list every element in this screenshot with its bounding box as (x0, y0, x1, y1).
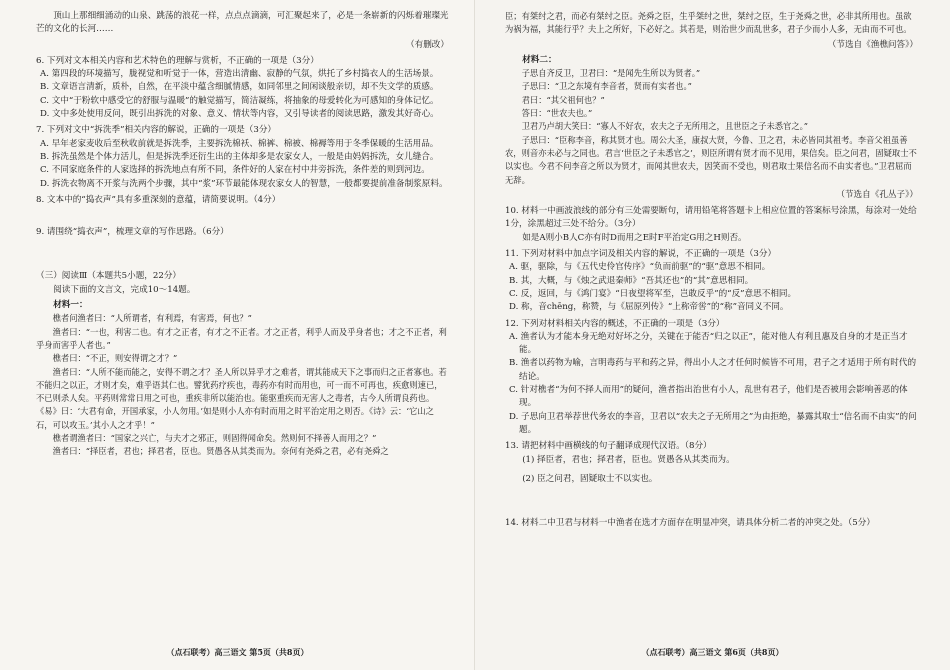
material-2-source: （节选自《孔丛子》） (836, 189, 918, 200)
material-2-para-6: 子思曰：“臣称李音，称其贤才也。周公大圣，康叔大贤，今鲁、卫之君，未必皆同其祖考。李音父祖虽善农，则音亦未必与之同也。君言‘世臣之子未悉官之’，则臣所谓有贤才而不见用，果信矣。臣之问君，固疑取士不以实也。今君不问李音之所以为贤才，而闻其世农夫，因笑而不受也，则君取士果信名而不由实者也。”卫君屈而无辞。 (505, 134, 917, 185)
q11-option-b: B. 其，大概，与《烛之武退秦师》“吾其还也”的“其”意思相同。 (509, 275, 754, 286)
right-page-content (505, 10, 918, 530)
q6-option-c: C. 文中“于粉软中感受它的舒服与温暖”的触觉描写，简洁凝练，将抽象的母爱转化为可感知的身体记忆。 (40, 95, 439, 106)
question-11-stem: 11. 下列对材料中加点字词及相关内容的解说，不正确的一项是（3分） (505, 249, 777, 260)
right-page-footer: （点石联考）高三语文 第6页（共8页） (641, 647, 784, 657)
q6-option-d: D. 文中多处使用反问，既引出拆洗的对象、意义、情状等内容，又引导读者的阅读思路，激发其好奇心。 (40, 109, 439, 120)
question-13-part-2: (2) 臣之问君，固疑取士不以实也。 (522, 473, 658, 484)
material-1-continuation: 臣；有桀纣之君，而必有桀纣之臣。尧舜之臣，生乎桀纣之世，桀纣之臣，生于尧舜之世，必非其所用也。虽欲为祸为福，其能行乎？夫上之所好，下必好之。其若是，则治世少而乱世多，君子少而小人多，无由而不可也。 (505, 11, 912, 35)
material-2-para-4: 答曰：“世农夫也。” (521, 108, 593, 119)
section-3-instruction: 阅读下面的文言文，完成10～14题。 (53, 284, 196, 295)
question-8: 8. 文本中的“捣衣声”具有多重深刻的意蕴，请简要说明。（4分） (36, 194, 281, 205)
material-1-para-2: 渔者曰：“一也，利害二也。有才之正者，有才之不正者。才之正者，利乎人而及乎身者也；才之不正者，利乎身而害乎人者也。” (36, 326, 447, 350)
question-10-stem: 10. 材料一中画波浪线的部分有三处需要断句，请用铅笔将答题卡上相应位置的答案标号涂黑，每涂对一处给1分，涂黑超过三处不给分。（3分） (505, 206, 917, 230)
material-1-para-4: 渔者曰：“人所不能而能之，安得不谓之才？圣人所以异乎才之难者，谓其能成天下之事而归之正者寡也。若不能归之以正，才则才矣，难乎语其仁也。譬犹药疗疾也，毒药亦有时而用也，可一而不可再也，疾愈则速已，不已则杀人矣。平药则常常日用之可也，重疾非所以能治也。能驱重疾而无害人之毒者，古今人所谓良药也。《易》曰：‘大君有命，开国承家，小人勿用。’如是则小人亦有时而用之时平治定用之则否。《诗》云：‘它山之石，可以攻玉。’其小人之才乎！” (36, 366, 447, 430)
material-2-para-2: 子思曰：“卫之东境有李音者，贤而有实者也。” (521, 81, 692, 92)
left-page-content (36, 10, 449, 459)
question-13-part-1: (1) 择臣者，君也；择君者，臣也。贤愚各从其类而为。 (522, 454, 735, 465)
question-12-stem: 12. 下列对材料相关内容的概述，不正确的一项是（3分） (505, 318, 725, 329)
material-1-para-6: 渔者曰：“择臣者，君也；择君者，臣也。贤愚各从其类而为。奈何有尧舜之君，必有尧舜之 (52, 446, 389, 457)
source-note: （有删改） (406, 39, 449, 50)
material-2-para-5: 卫君乃卢胡大笑曰：“寡人不好农，农夫之子无所用之，且世臣之子未悉官之。” (521, 121, 809, 132)
question-9: 9. 请围绕“捣衣声”，梳理文章的写作思路。（6分） (36, 227, 229, 238)
left-page-footer: （点石联考）高三语文 第5页（共8页） (166, 647, 309, 657)
q12-option-a: A. 渔者认为才能本身无绝对好坏之分，关键在于能否“归之以正”，能对他人有利且惠及自身的才是正当才能。 (509, 331, 908, 356)
q7-option-a: A. 早年老家麦收后至秋收前就是拆洗季，主要拆洗棉袄、棉裤、棉被、棉褥等用于冬季保暖的生活用品。 (40, 138, 439, 149)
question-14: 14. 材料二中卫君与材料一中渔者在选才方面存在明显冲突，请具体分析二者的冲突之处。（5分） (505, 518, 875, 529)
material-2-label: 材料二： (522, 54, 557, 65)
material-1-para-5: 樵者谓渔者曰：“国家之兴亡，与夫才之邪正，则固得闻命矣。然则何不择善人而用之？” (52, 433, 377, 444)
material-1-para-3: 樵者曰：“不正，则安得谓之才？” (52, 353, 178, 364)
material-1-para-1: 樵者问渔者曰：“人所谓者，有利焉，有害焉，何也？” (52, 313, 252, 324)
question-7-stem: 7. 下列对文中“拆洗季”相关内容的解说，正确的一项是（3分） (36, 125, 277, 136)
q7-option-b: B. 拆洗虽然是个体力活儿，但是拆洗季还衍生出的主体却多是农家女人，一般是由妈妈拆洗，女儿缝合。 (40, 151, 439, 162)
q11-option-d: D. 称，音chēng，称赞，与《屈原列传》“上称帝喾”的“称”音同义不同。 (509, 302, 789, 313)
q12-option-b: B. 渔者以药物为喻，言明毒药与平和药之异，得出小人之才任何时候皆不可用，君子之才适用于所有时代的结论。 (509, 358, 917, 382)
material-2-para-1: 子思自齐反卫，卫君曰：“是闻先生所以为贤者。” (521, 68, 701, 79)
q11-option-a: A. 驱，驱除，与《五代史伶官传序》“负而前驱”的“驱”意思不相同。 (509, 262, 771, 273)
q7-option-d: D. 拆洗衣物离不开浆与洗两个步骤，其中“浆”环节最能体现农家女人的智慧，一般都要提前准备制浆原料。 (40, 178, 448, 189)
q6-option-b: B. 文章语言清新，质朴，自然，在平淡中蕴含细腻情感，如同邻里之间闲谈般亲切，却不失文学的质感。 (40, 82, 439, 93)
q7-option-c: C. 不同家庭条件的人家选择的拆洗地点有所不同，条件好的人家在村中井旁拆洗，条件差的则到河边。 (40, 165, 430, 176)
q12-option-c: C. 针对樵者“为何不择人而用”的疑问，渔者指出治世有小人，乱世有君子，他们是否被用会影响善恶的体现。 (509, 385, 908, 409)
passage-ending: 顶山上那细细涌动的山泉、跳荡的浪花一样，点点点滴滴，可汇聚起来了，必是一条崭新的闪烁着璀璨光芒的文化的长河…… (36, 11, 449, 35)
material-2-para-3: 君曰：“其父祖何也？” (521, 94, 605, 105)
material-1-source: （节选自《渔樵问答》） (827, 39, 918, 50)
q12-option-d: D. 子思向卫君举荐世代务农的李音，卫君以“农夫之子无所用之”为由拒绝，暴露其取士“信名而不由实”的问题。 (509, 411, 917, 435)
question-13-stem: 13. 请把材料中画横线的句子翻译成现代汉语。（8分） (505, 441, 712, 452)
q6-option-a: A. 第四段的环境描写，胧视觉和听觉于一体，营造出清幽、寂静的气氛，烘托了乡村捣衣人的生活场景。 (40, 69, 439, 80)
section-3-heading: （三）阅读Ⅲ（本题共5小题，22分） (36, 271, 182, 282)
material-1-label: 材料一： (53, 300, 88, 311)
q11-option-c: C. 反，返回，与《鸿门宴》“日夜望将军至，岂敢反乎”的“反”意思不相同。 (509, 288, 797, 299)
question-6-stem: 6. 下列对文本相关内容和艺术特色的理解与赏析，不正确的一项是（3分） (36, 55, 319, 66)
right-page (475, 0, 950, 670)
question-10-sentence: 如是A则小B人C亦有时D而用之E时F平治定G用之H则否。 (522, 232, 747, 243)
